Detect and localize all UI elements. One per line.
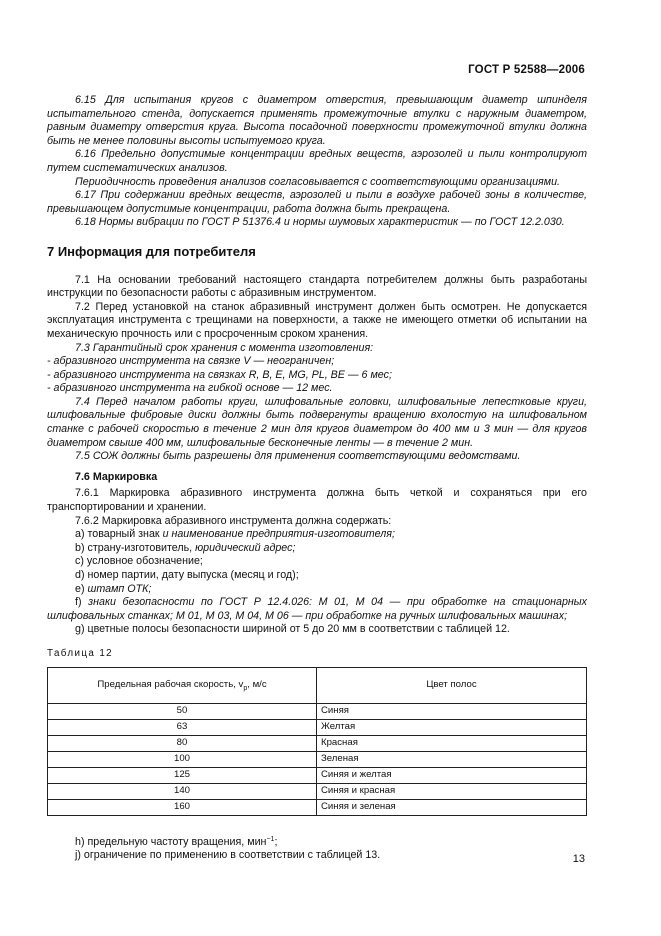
speed-cell: 80 <box>48 735 317 751</box>
speed-cell: 160 <box>48 799 317 815</box>
table-12 <box>47 667 587 816</box>
header-speed-unit: , м/с <box>247 679 267 691</box>
item-c: c) условное обозначение; <box>75 555 203 568</box>
page-content <box>47 94 587 863</box>
speed-cell: 50 <box>48 703 317 719</box>
item-a-italic: и наименование предприятия-изготовителя; <box>162 528 395 541</box>
table-header-row <box>48 667 587 703</box>
speed-cell: 63 <box>48 719 317 735</box>
paragraph-6-17: 6.17 При содержании вредных веществ, аэрозолей и пыли в воздухе рабочей зоны в количестве, превышающем допустимые концентрации, работа должна быть прекращена. <box>47 189 587 215</box>
paragraph-7-6-1: 7.6.1 Маркировка абразивного инструмента должна быть четкой и сохраняться при его транспортировании и хранении. <box>47 487 587 514</box>
color-cell: Желтая <box>317 719 587 735</box>
header-speed-subscript: р <box>243 684 248 692</box>
item-h-superscript: −1 <box>266 835 275 843</box>
item-g: g) цветные полосы безопасности шириной от 5 до 20 мм в соответствии с таблицей 12. <box>75 623 510 636</box>
color-cell: Синяя и красная <box>317 783 587 799</box>
table-row <box>48 783 587 799</box>
item-b-text: b) страну-изготовитель, <box>75 541 196 554</box>
item-f-text: f) <box>75 596 89 609</box>
table-row <box>48 703 587 719</box>
table-row <box>48 767 587 783</box>
item-h <box>47 836 587 850</box>
paragraph-7-3: 7.3 Гарантийный срок хранения с момента изготовления: <box>75 341 374 354</box>
item-b <box>47 542 587 556</box>
item-e-italic: штамп ОТК; <box>87 582 152 595</box>
list-item: - абразивного инструмента на гибкой основе — 12 мес. <box>47 382 333 395</box>
paragraph-6-16-note: Периодичность проведения анализов согласовывается с соответствующими организациями. <box>75 175 561 188</box>
paragraph-7-6-2: 7.6.2 Маркировка абразивного инструмента должна содержать: <box>75 514 392 527</box>
color-cell: Синяя <box>317 703 587 719</box>
table-row <box>48 719 587 735</box>
speed-cell: 125 <box>48 767 317 783</box>
item-h-end: ; <box>274 835 278 848</box>
paragraph-6-15: 6.15 Для испытания кругов с диаметром отверстия, превышающим диаметр шпинделя испытательного стенда, допускается применять промежуточные втулки с наружным диаметром, равным диаметру отверстия круга. Высота посадочной поверхности промежуточной втулки должна быть не менее половины высоты испытуемого круга. <box>47 94 587 147</box>
color-cell: Синяя и зеленая <box>317 799 587 815</box>
item-e <box>47 583 587 597</box>
item-a <box>47 528 587 542</box>
item-h-text: h) предельную частоту вращения, мин <box>75 835 267 848</box>
paragraph-7-2: 7.2 Перед установкой на станок абразивный инструмент должен быть осмотрен. Не допускается эксплуатация инструмента с трещинами на поверхности, а также не имеющего отметки об испытании на механическую прочность или с просроченным сроком хранения. <box>47 300 587 340</box>
speed-cell: 100 <box>48 751 317 767</box>
table-caption: Таблица 12 <box>47 647 114 659</box>
column-header-color: Цвет полос <box>317 667 587 703</box>
column-header-speed <box>48 667 317 703</box>
section-title: 7 Информация для потребителя <box>47 243 256 259</box>
item-f <box>47 596 587 623</box>
table-row <box>48 735 587 751</box>
item-b-italic: юридический адрес; <box>195 541 296 554</box>
list-item: - абразивного инструмента на связке V — неограничен; <box>47 355 335 368</box>
list-item: - абразивного инструмента на связках R, B, E, MG, PL, BE — 6 мес; <box>47 368 392 381</box>
page-number: 13 <box>572 853 585 865</box>
subsection-title: 7.6 Маркировка <box>75 470 158 483</box>
speed-cell: 140 <box>48 783 317 799</box>
color-cell: Зеленая <box>317 751 587 767</box>
paragraph-7-1: 7.1 На основании требований настоящего стандарта потребителем должны быть разработаны инструкции по безопасности работы с абразивным инструментом. <box>47 273 587 300</box>
header-speed-text: Предельная рабочая скорость, v <box>97 679 244 691</box>
color-cell: Синяя и желтая <box>317 767 587 783</box>
color-cell: Красная <box>317 735 587 751</box>
paragraph-7-5: 7.5 СОЖ должны быть разрешены для применения соответствующими ведомствами. <box>75 450 521 463</box>
document-code: ГОСТ Р 52588—2006 <box>468 64 585 76</box>
paragraph-7-4: 7.4 Перед началом работы круги, шлифовальные головки, шлифовальные лепестковые круги, шлифовальные фибровые диски должны быть подвергнуты вращению вхолостую на шлифовальном станке с рабочей скоростью в течение 2 мин для кругов диаметром до 400 мм и 3 мин — для кругов диаметром свыше 400 мм, шлифовальные бесконечные ленты — в течение 2 мин. <box>47 395 587 449</box>
item-j: j) ограничение по применению в соответствии с таблицей 13. <box>75 849 381 862</box>
paragraph-6-18: 6.18 Нормы вибрации по ГОСТ Р 51376.4 и нормы шумовых характеристик — по ГОСТ 12.2.030. <box>75 216 565 229</box>
item-f-italic: знаки безопасности по ГОСТ Р 12.4.026: М 01, М 04 — при обработке на стационарных шлифовальных станках; М 01, М 03, М 04, М 06 — при обработке на ручных шлифовальных машинах; <box>47 596 588 622</box>
paragraph-6-16: 6.16 Предельно допустимые концентрации вредных веществ, аэрозолей и пыли контролируют путем систематических анализов. <box>47 148 587 174</box>
table-row <box>48 799 587 815</box>
item-d: d) номер партии, дату выпуска (месяц и год); <box>75 569 299 581</box>
table-row <box>48 751 587 767</box>
item-e-text: e) <box>75 582 88 595</box>
item-a-text: a) товарный знак <box>75 528 163 541</box>
